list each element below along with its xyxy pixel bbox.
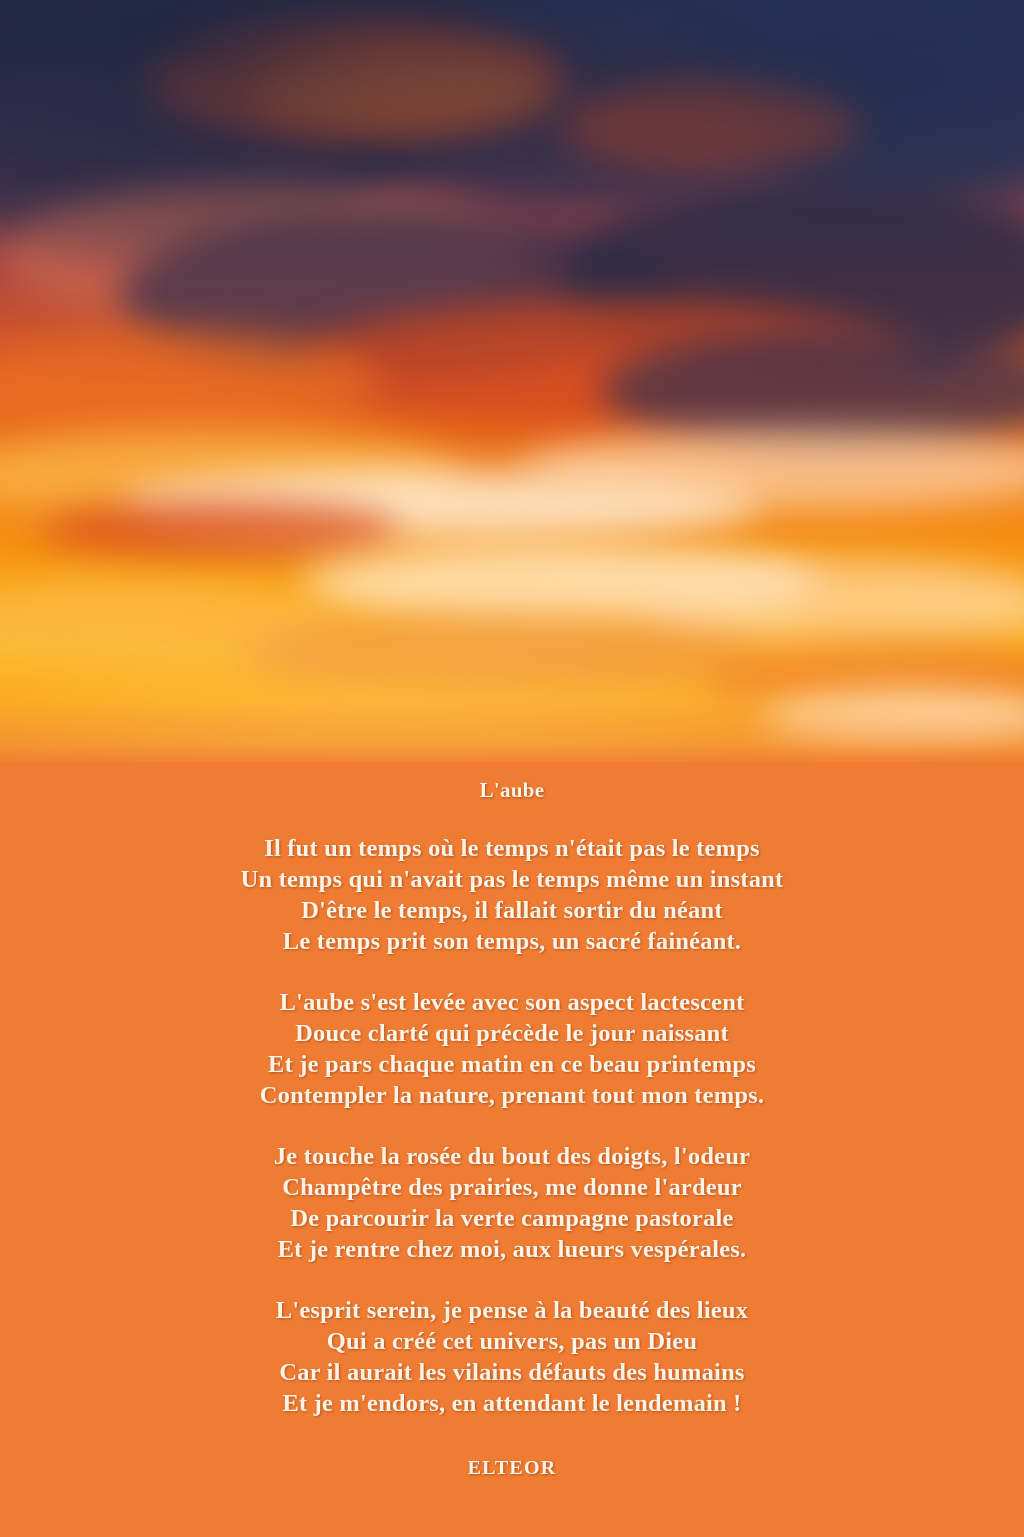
sky-atmosphere-overlay xyxy=(0,0,1024,762)
poem-stanza-4 xyxy=(0,1295,1024,1419)
poem-stanza-1 xyxy=(0,833,1024,957)
poem-stanza-3 xyxy=(0,1141,1024,1265)
poem-line: De parcourir la verte campagne pastorale xyxy=(290,1205,734,1232)
poem-line: Contempler la nature, prenant tout mon temps. xyxy=(259,1082,765,1109)
poem-panel xyxy=(0,762,1024,1537)
poem-line: Le temps prit son temps, un sacré fainéant. xyxy=(282,928,742,955)
author-signature: ELTEOR xyxy=(467,1457,557,1479)
poem-line: Et je m'endors, en attendant le lendemain ! xyxy=(282,1390,742,1417)
poem-title: L'aube xyxy=(479,778,545,802)
poem-line: L'aube s'est levée avec son aspect lactescent xyxy=(279,989,745,1016)
poem-stanza-2 xyxy=(0,987,1024,1111)
poem-line: Et je rentre chez moi, aux lueurs vespérales. xyxy=(277,1236,747,1263)
poem-line: D'être le temps, il fallait sortir du néant xyxy=(301,897,723,924)
poem-line: Qui a créé cet univers, pas un Dieu xyxy=(326,1328,698,1355)
poem-line: Car il aurait les vilains défauts des humains xyxy=(279,1359,745,1386)
poem-line: Champêtre des prairies, me donne l'ardeur xyxy=(282,1174,742,1201)
poem-line: Douce clarté qui précède le jour naissant xyxy=(295,1020,729,1047)
poem-line: Je touche la rosée du bout des doigts, l'odeur xyxy=(273,1143,751,1170)
sky-bottom-fade xyxy=(0,702,1024,762)
sunset-sky-image xyxy=(0,0,1024,762)
poem-line: Il fut un temps où le temps n'était pas le temps xyxy=(264,835,760,862)
poem-line: Et je pars chaque matin en ce beau printemps xyxy=(268,1051,756,1078)
poem-line: L'esprit serein, je pense à la beauté des lieux xyxy=(275,1297,749,1324)
poem-line: Un temps qui n'avait pas le temps même un instant xyxy=(240,866,784,893)
